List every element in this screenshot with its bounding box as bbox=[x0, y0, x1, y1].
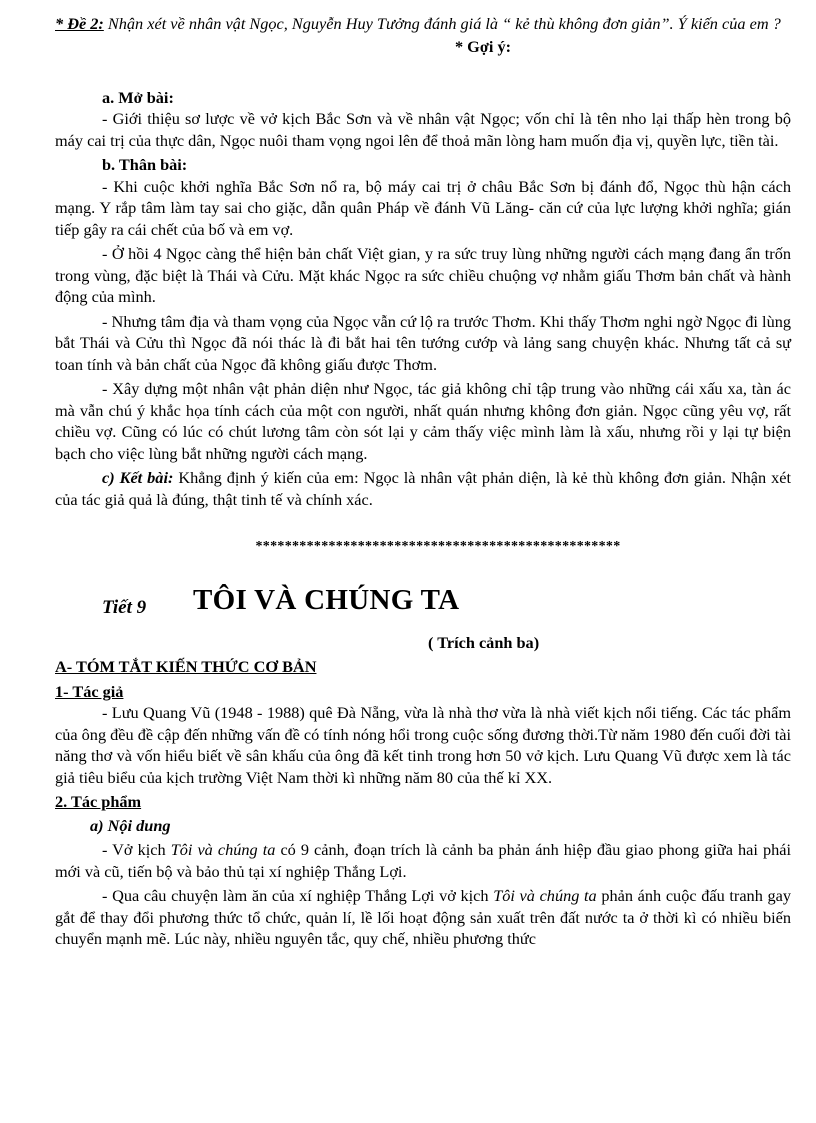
author-paragraph: - Lưu Quang Vũ (1948 - 1988) quê Đà Nẵng, vừa là nhà thơ vừa là nhà viết kịch nổi tiếng. Các tác phẩm của ông đều đề cập đến những vấn đề có tính nóng hổi trong cuộc sống đương thời.Từ năm 1980 đến cuối đời tài năng thơ và vốn hiểu biết về sân khấu của ông đã kết tinh trong hơn 50 vở kịch. Lưu Quang Vũ được xem là tác giả tiêu biểu của kịch trường Việt Nam thời kì những năm 80 của thế kỉ XX. bbox=[55, 703, 791, 787]
text-run: có 9 cảnh, đoạn trích là cảnh ba phản ánh hiệp đầu giao phong giữa hai phái mới và cũ, tiến bộ và bảo thủ tại xí nghiệp Thắng Lợi. bbox=[55, 840, 791, 881]
question-label: * Đề 2: bbox=[55, 14, 104, 33]
hint-label: * Gợi ý: bbox=[454, 37, 512, 56]
lesson-number: Tiết 9 bbox=[102, 596, 147, 618]
lesson-title-row bbox=[55, 584, 791, 628]
body-paragraph: - Xây dựng một nhân vật phản diện như Ngọc, tác giả không chỉ tập trung vào những cái xấu xa, tàn ác mà vẫn chú ý khắc họa tính cách của một con người, nhất quán nhưng không đơn giản. Ngọc cũng yêu vợ, rất chiều vợ. Cũng có lúc có chút lương tâm còn sót lại y cảm thấy việc mình làm là xấu, nhưng rồi y lại tự biện bạch cho việc lùng bắt những người cách mạng. bbox=[55, 379, 791, 463]
body-heading: b. Thân bài: bbox=[102, 155, 188, 174]
conclusion-text: Khẳng định ý kiến của em: Ngọc là nhân vật phản diện, là kẻ thù không đơn giản. Nhận xét của tác giả quả là đúng, thật tinh tế và chính xác. bbox=[55, 468, 792, 509]
section-a-heading: A- TÓM TẮT KIẾN THỨC CƠ BẢN bbox=[55, 657, 317, 676]
work-paragraph-2 bbox=[55, 885, 791, 950]
work-heading: 2. Tác phẩm bbox=[55, 792, 142, 811]
essay-question bbox=[55, 14, 791, 34]
work-title-italic: Tôi và chúng ta bbox=[170, 840, 276, 859]
separator: ************************************************** bbox=[255, 539, 621, 554]
text-run: phản ánh cuộc đấu tranh gay gắt để thay đổi phương thức tổ chức, quản lí, lề lối hoạt động sản xuất trên đất nước ta ở thời kì có nhiều biến chuyển mạnh mẽ. Lúc này, nhiều nguyên tắc, quy chế, nhiều phương thức bbox=[55, 886, 791, 948]
lesson-title: TÔI VÀ CHÚNG TA bbox=[193, 583, 460, 616]
intro-paragraph: - Giới thiệu sơ lược về vở kịch Bắc Sơn và về nhân vật Ngọc; vốn chỉ là tên nho lại thấp hèn trong bộ máy cai trị của thực dân, Ngọc nuôi tham vọng ngoi lên để thoả mãn lòng ham muốn địa vị, quyền lực, tiền tài. bbox=[55, 109, 791, 150]
conclusion-heading: c) Kết bài: bbox=[102, 468, 174, 487]
text-run: - Vở kịch bbox=[102, 840, 171, 859]
work-title-italic: Tôi và chúng ta bbox=[493, 886, 597, 905]
body-paragraph: - Ở hồi 4 Ngọc càng thể hiện bản chất Việt gian, y ra sức truy lùng những người cách mạng đang ẩn trốn trong vùng, đặc biệt là Thái và Cửu. Mặt khác Ngọc ra sức chiều chuộng vợ nhằm giấu Thơm bản chất và hành động của mình. bbox=[55, 244, 791, 306]
work-paragraph-1 bbox=[55, 839, 791, 882]
conclusion-paragraph bbox=[55, 467, 791, 510]
lesson-subtitle: ( Trích cảnh ba) bbox=[428, 632, 540, 652]
content-heading: a) Nội dung bbox=[90, 815, 171, 835]
body-paragraph: - Nhưng tâm địa và tham vọng của Ngọc vẫn cứ lộ ra trước Thơm. Khi thấy Thơm nghi ngờ Ngọc đi lùng bắt Thái và Cửu thì Ngọc đã nói thác là đi bắt hai tên tướng cướp và lảng sang chuyện khác. Nhưng tất cả sự toan tính và bản chất của Ngọc đã không giấu được Thơm. bbox=[55, 311, 791, 374]
question-text: Nhận xét về nhân vật Ngọc, Nguyễn Huy Tưởng đánh giá là “ kẻ thù không đơn giản”. Ý kiến của em ? bbox=[103, 14, 781, 33]
intro-heading: a. Mở bài: bbox=[102, 87, 174, 107]
author-heading: 1- Tác giả bbox=[55, 681, 124, 701]
text-run: - Qua câu chuyện làm ăn của xí nghiệp Thắng Lợi vở kịch bbox=[102, 886, 494, 905]
body-paragraph: - Khi cuộc khởi nghĩa Bắc Sơn nổ ra, bộ máy cai trị ở châu Bắc Sơn bị đánh đổ, Ngọc thù hận cách mạng. Y rắp tâm làm tay sai cho giặc, dẫn quân Pháp về đánh Vũ Lăng- căn cứ của lực lượng khởi nghĩa; gián tiếp gây ra cái chết của bố và em vợ. bbox=[55, 176, 791, 239]
document-page bbox=[55, 14, 791, 950]
